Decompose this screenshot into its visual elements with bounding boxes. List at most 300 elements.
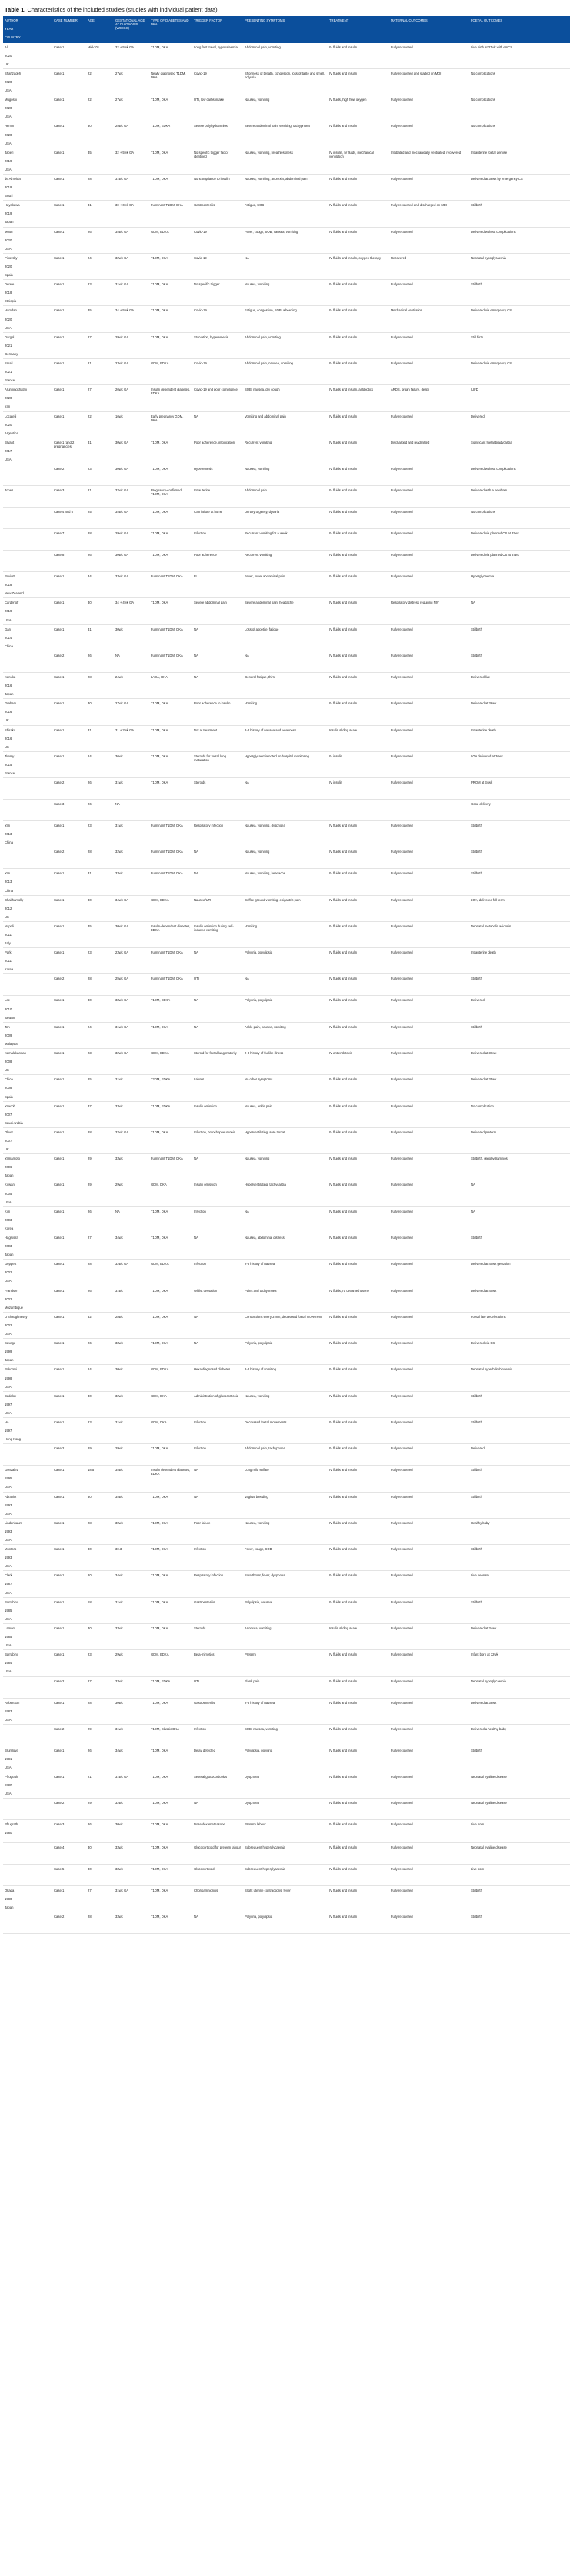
maternal-outcome-cell: Fully recovered xyxy=(389,1180,469,1206)
study-year: 1993 xyxy=(5,1556,12,1560)
study-country: UK xyxy=(5,1068,9,1073)
trigger-factor-cell: Steroids for foetal lung maturation xyxy=(192,751,243,777)
author-name: Pfrugrath xyxy=(5,1822,18,1827)
study-year: 2008 xyxy=(5,1060,12,1064)
symptoms-cell: Nausea, vomiting, anorexia, abdominal pain xyxy=(243,175,328,201)
author-name: Yan xyxy=(5,824,11,828)
table-row xyxy=(3,572,570,598)
foetal-outcome-cell: No complication xyxy=(469,1101,570,1127)
gestational-age-cell: 31wk GA xyxy=(114,1022,149,1048)
symptoms-cell: Vomiting and abdominal pain xyxy=(243,411,328,438)
author-cell xyxy=(3,1698,52,1724)
case-number-cell: Case 2 xyxy=(52,1912,86,1933)
treatment-cell: IV fluids and insulin xyxy=(328,438,389,464)
case-number-cell: Case 1 xyxy=(52,1885,86,1912)
foetal-outcome-cell: Good delivery xyxy=(469,800,570,821)
table-row xyxy=(3,1101,570,1127)
author-name: Chakhamolly xyxy=(5,897,24,902)
header-author-label: AUTHOR xyxy=(5,18,18,22)
author-cell xyxy=(3,921,52,947)
author-cell xyxy=(3,529,52,551)
case-number-cell: Case 1 xyxy=(52,1492,86,1518)
author-name: Ali xyxy=(5,45,8,49)
gestational-age-cell: 32wk GA xyxy=(114,1127,149,1153)
maternal-outcome-cell: Fully recovered xyxy=(389,280,469,306)
study-year: 1985 xyxy=(5,1608,12,1612)
age-cell: 30 xyxy=(86,1864,114,1885)
gestational-age-cell: 30wk GA xyxy=(114,921,149,947)
gestational-age-cell: 24wk xyxy=(114,672,149,698)
table-caption xyxy=(5,6,567,13)
table-row xyxy=(3,996,570,1022)
author-cell xyxy=(3,1049,52,1075)
treatment-cell: IV fluids and insulin xyxy=(328,332,389,358)
study-year: 2015 xyxy=(5,762,12,767)
trigger-factor-cell: Poor adherence xyxy=(192,551,243,572)
study-country: USA xyxy=(5,1332,12,1336)
treatment-cell: IV fluids and insulin xyxy=(328,1444,389,1466)
case-number-cell: Case 1 xyxy=(52,948,86,974)
age-cell: 23 xyxy=(86,464,114,486)
study-year: 2020 xyxy=(5,422,12,427)
author-name: Kamalakannan xyxy=(5,1051,26,1056)
maternal-outcome-cell: Fully recovered xyxy=(389,1312,469,1338)
treatment-cell: IV fluids and insulin xyxy=(328,1650,389,1676)
foetal-outcome-cell: Stillbirth xyxy=(469,1912,570,1933)
case-number-cell: Case 1 xyxy=(52,672,86,698)
gestational-age-cell: 33wk xyxy=(114,1864,149,1885)
symptoms-cell: Dyspnoea xyxy=(243,1772,328,1799)
study-year: 2010 xyxy=(5,1007,12,1011)
age-cell: 28 xyxy=(86,1518,114,1544)
foetal-outcome-cell: Neonatal hyaline disease xyxy=(469,1772,570,1799)
author-name: Yamamoto xyxy=(5,1157,20,1161)
study-year: 1980 xyxy=(5,1831,12,1835)
trigger-factor-cell: NA xyxy=(192,1492,243,1518)
treatment-cell: IV fluids and insulin xyxy=(328,1022,389,1048)
treatment-cell: IV fluids and insulin xyxy=(328,1339,389,1365)
study-year: 2013 xyxy=(5,880,12,884)
author-cell xyxy=(3,1417,52,1443)
age-cell: 37 xyxy=(86,1101,114,1127)
maternal-outcome-cell: Fully recovered xyxy=(389,486,469,508)
gestational-age-cell: 32wk GA xyxy=(114,486,149,508)
author-name: Pikovsky xyxy=(5,255,18,260)
author-name: Bryant xyxy=(5,440,15,444)
author-cell xyxy=(3,486,52,508)
trigger-factor-cell: Covid-19 xyxy=(192,358,243,384)
age-cell: 29 xyxy=(86,1154,114,1180)
diabetes-type-cell: T1DM, DKA xyxy=(149,306,192,332)
maternal-outcome-cell: Fully recovered xyxy=(389,1127,469,1153)
age-cell: 23 xyxy=(86,821,114,847)
trigger-factor-cell: Infection xyxy=(192,1444,243,1466)
table-row xyxy=(3,227,570,253)
diabetes-type-cell: GDM, EDKA xyxy=(149,1260,192,1286)
author-cell xyxy=(3,508,52,529)
trigger-factor-cell: No specific trigger factor identified xyxy=(192,148,243,174)
diabetes-type-cell: T1DM, DKA xyxy=(149,464,192,486)
trigger-factor-cell: Long fast travel, hypokalaemia xyxy=(192,43,243,69)
trigger-factor-cell: Not at treatment xyxy=(192,725,243,751)
case-number-cell: Case 1 (and 2 pregnancies) xyxy=(52,438,86,464)
author-name: Kenuka xyxy=(5,674,16,679)
author-name: Kim xyxy=(5,1209,11,1213)
trigger-factor-cell: NA xyxy=(192,651,243,672)
case-number-cell: Case 1 xyxy=(52,1518,86,1544)
table-row xyxy=(3,1864,570,1885)
study-year: 2019 xyxy=(5,211,12,216)
author-cell xyxy=(3,1571,52,1597)
diabetes-type-cell: T1DM, DKA xyxy=(149,1623,192,1649)
diabetes-type-cell: Insulin-dependent diabetes, EDKA xyxy=(149,921,192,947)
table-row xyxy=(3,529,570,551)
symptoms-cell: Nausea, vomiting xyxy=(243,464,328,486)
table-row xyxy=(3,385,570,411)
table-row xyxy=(3,1075,570,1101)
table-row xyxy=(3,1391,570,1417)
age-cell: Mid-20s xyxy=(86,43,114,69)
author-cell xyxy=(3,43,52,69)
study-year: 2006 xyxy=(5,1165,12,1170)
symptoms-cell: NA xyxy=(243,651,328,672)
study-year: 2021 xyxy=(5,370,12,374)
symptoms-cell: Contractions every 3 min, decreased foetal movement xyxy=(243,1312,328,1338)
trigger-factor-cell: Covid-19 xyxy=(192,227,243,253)
header-trigger-factor: TRIGGER FACTOR xyxy=(192,16,243,43)
treatment-cell: IV fluids and insulin xyxy=(328,821,389,847)
gestational-age-cell: 31wk xyxy=(114,821,149,847)
trigger-factor-cell: NA xyxy=(192,411,243,438)
symptoms-cell: 2-3 history of vomiting xyxy=(243,1365,328,1391)
study-year: 2020 xyxy=(5,396,12,401)
case-number-cell: Case 1 xyxy=(52,821,86,847)
diabetes-type-cell: T1DM, DKA xyxy=(149,551,192,572)
treatment-cell xyxy=(328,800,389,821)
maternal-outcome-cell: Fully recovered xyxy=(389,121,469,148)
author-name: Lamora xyxy=(5,1626,16,1630)
case-number-cell: Case 1 xyxy=(52,95,86,121)
gestational-age-cell: 34wk xyxy=(114,1746,149,1772)
age-cell: 30 xyxy=(86,1492,114,1518)
study-year: 2013 xyxy=(5,832,12,837)
foetal-outcome-cell: Stillbirth xyxy=(469,651,570,672)
author-name: Hamdan xyxy=(5,308,17,313)
treatment-cell: IV fluids and insulin xyxy=(328,572,389,598)
age-cell: 24 xyxy=(86,751,114,777)
case-number-cell: Case 2 xyxy=(52,847,86,869)
treatment-cell: IV fluids and insulin xyxy=(328,1365,389,1391)
study-year: 2020 xyxy=(5,53,12,58)
author-cell xyxy=(3,1391,52,1417)
author-cell xyxy=(3,1022,52,1048)
treatment-cell: IV fluids and insulin xyxy=(328,672,389,698)
case-number-cell: Case 1 xyxy=(52,751,86,777)
author-cell xyxy=(3,1650,52,1676)
study-year: 2009 xyxy=(5,1033,12,1037)
age-cell: 29 xyxy=(86,1444,114,1466)
trigger-factor-cell: Infection xyxy=(192,1206,243,1233)
foetal-outcome-cell: Live birth at 37wk with emCS xyxy=(469,43,570,69)
maternal-outcome-cell: Fully recovered xyxy=(389,1518,469,1544)
author-cell xyxy=(3,1492,52,1518)
trigger-factor-cell: NA xyxy=(192,847,243,869)
study-year: 2020 xyxy=(5,132,12,137)
study-year: 2020 xyxy=(5,264,12,268)
maternal-outcome-cell: Fully recovered xyxy=(389,411,469,438)
table-row xyxy=(3,1180,570,1206)
author-cell xyxy=(3,1075,52,1101)
treatment-cell: IV fluids and insulin xyxy=(328,486,389,508)
trigger-factor-cell: Delay detected xyxy=(192,1746,243,1772)
age-cell: 28 xyxy=(86,1912,114,1933)
table-row xyxy=(3,751,570,777)
age-cell: 31 xyxy=(86,869,114,895)
study-year: 2002 xyxy=(5,1323,12,1327)
gestational-age-cell: 33wk xyxy=(114,1101,149,1127)
foetal-outcome-cell: Delivered xyxy=(469,411,570,438)
age-cell: 26 xyxy=(86,227,114,253)
table-row xyxy=(3,253,570,279)
symptoms-cell: 2-3 history of nausea and weakness xyxy=(243,725,328,751)
symptoms-cell: Nausea, vomiting xyxy=(243,1154,328,1180)
author-name: O'Shaughnessy xyxy=(5,1314,28,1319)
age-cell: 28 xyxy=(86,529,114,551)
author-name: Arunningkhatmi xyxy=(5,388,28,392)
table-row xyxy=(3,1518,570,1544)
study-year: 2020 xyxy=(5,317,12,321)
age-cell: 26 xyxy=(86,1339,114,1365)
trigger-factor-cell xyxy=(192,800,243,821)
case-number-cell: Case 1 xyxy=(52,121,86,148)
foetal-outcome-cell: No complications xyxy=(469,121,570,148)
study-year: 1984 xyxy=(5,1661,12,1666)
study-year: 2020 xyxy=(5,79,12,84)
gestational-age-cell: 28wk xyxy=(114,1312,149,1338)
author-name: Savage xyxy=(5,1341,16,1346)
trigger-factor-cell: NA xyxy=(192,1154,243,1180)
table-row xyxy=(3,1154,570,1180)
study-country: USA xyxy=(5,88,12,93)
gestational-age-cell: 33wk GA xyxy=(114,572,149,598)
treatment-cell: IV fluids and insulin xyxy=(328,598,389,624)
maternal-outcome-cell: Fully recovered xyxy=(389,1820,469,1842)
gestational-age-cell: 33wk xyxy=(114,1623,149,1649)
symptoms-cell: SOB, nausea, vomiting xyxy=(243,1724,328,1746)
maternal-outcome-cell: Fully recovered xyxy=(389,1339,469,1365)
symptoms-cell: Subsequent hyperglycaemia xyxy=(243,1864,328,1885)
age-cell: 30 xyxy=(86,996,114,1022)
study-country: USA xyxy=(5,1564,12,1569)
gestational-age-cell: 34wk xyxy=(114,1571,149,1597)
trigger-factor-cell: FLI xyxy=(192,572,243,598)
foetal-outcome-cell: Stillbirth xyxy=(469,847,570,869)
maternal-outcome-cell: Discharged and readmitted xyxy=(389,438,469,464)
maternal-outcome-cell: Fully recovered xyxy=(389,1842,469,1864)
case-number-cell: Case 1 xyxy=(52,1049,86,1075)
study-year: 2003 xyxy=(5,1244,12,1249)
foetal-outcome-cell: Stillbirth xyxy=(469,1466,570,1492)
author-cell xyxy=(3,438,52,464)
age-cell: 31 xyxy=(86,201,114,227)
case-number-cell: Case 2 xyxy=(52,1444,86,1466)
age-cell: 28 xyxy=(86,672,114,698)
treatment-cell: IV fluids and insulin xyxy=(328,1545,389,1571)
table-row xyxy=(3,1676,570,1698)
study-country: USA xyxy=(5,1485,12,1489)
maternal-outcome-cell: Fully recovered xyxy=(389,1545,469,1571)
trigger-factor-cell: NA xyxy=(192,1233,243,1260)
gestational-age-cell: 32wk GA xyxy=(114,1260,149,1286)
foetal-outcome-cell: Delivered xyxy=(469,996,570,1022)
symptoms-cell: Lung mild sulfate xyxy=(243,1466,328,1492)
treatment-cell: IV fluids and insulin xyxy=(328,1820,389,1842)
case-number-cell: Case 2 xyxy=(52,1676,86,1698)
author-name: de Almeida xyxy=(5,177,21,181)
case-number-cell: Case 1 xyxy=(52,895,86,921)
author-cell xyxy=(3,253,52,279)
treatment-cell: IV fluids and insulin xyxy=(328,508,389,529)
trigger-factor-cell: Steroid for foetal lung maturity xyxy=(192,1049,243,1075)
diabetes-type-cell: T1DM, DKA xyxy=(149,508,192,529)
diabetes-type-cell: Newly diagnosed T1DM, DKA xyxy=(149,68,192,95)
treatment-cell: Insulin sliding scale xyxy=(328,1623,389,1649)
author-cell xyxy=(3,1912,52,1933)
trigger-factor-cell: Respiratory infection xyxy=(192,1571,243,1597)
author-name: Shahzadeh xyxy=(5,71,22,75)
maternal-outcome-cell: Mechanical ventilation xyxy=(389,306,469,332)
symptoms-cell: Fatigue, congestion, SOB, wheezing xyxy=(243,306,328,332)
header-diabetes-type: TYPE OF DIABETES AND DKA xyxy=(149,16,192,43)
study-country: Brazil xyxy=(5,194,13,198)
gestational-age-cell: 27wk GA xyxy=(114,699,149,725)
study-year: 1981 xyxy=(5,1756,12,1761)
diabetes-type-cell: T2DM, EDKA xyxy=(149,1075,192,1101)
gestational-age-cell: 34 + 5wk GA xyxy=(114,306,149,332)
author-cell xyxy=(3,1127,52,1153)
author-name: Bedalov xyxy=(5,1393,17,1398)
treatment-cell: IV fluids and insulin, oxygen therapy xyxy=(328,253,389,279)
maternal-outcome-cell: Fully recovered xyxy=(389,1623,469,1649)
maternal-outcome-cell: Fully recovered xyxy=(389,332,469,358)
age-cell: 28 xyxy=(86,847,114,869)
treatment-cell: IV insulin, IV fluids, mechanical ventilation xyxy=(328,148,389,174)
maternal-outcome-cell: Fully recovered xyxy=(389,1260,469,1286)
treatment-cell: IV fluids and insulin xyxy=(328,651,389,672)
author-name: Oliver xyxy=(5,1130,13,1134)
study-country: Japan xyxy=(5,692,14,697)
author-name: Robertson xyxy=(5,1700,20,1705)
author-name: Moon xyxy=(5,229,13,234)
author-cell xyxy=(3,1286,52,1312)
diabetes-type-cell: T1DM, DKA xyxy=(149,43,192,69)
gestational-age-cell: 33wk xyxy=(114,1339,149,1365)
trigger-factor-cell: NA xyxy=(192,1466,243,1492)
table-row xyxy=(3,699,570,725)
author-cell xyxy=(3,95,52,121)
gestational-age-cell: 32wk GA xyxy=(114,1049,149,1075)
diabetes-type-cell: GDM, EDKA xyxy=(149,1650,192,1676)
age-cell: 26 xyxy=(86,551,114,572)
study-country: Japan xyxy=(5,1905,14,1909)
table-row xyxy=(3,1623,570,1649)
diabetes-type-cell: GDM, EDKA xyxy=(149,227,192,253)
treatment-cell: IV fluids and insulin xyxy=(328,1571,389,1597)
age-cell: 22 xyxy=(86,95,114,121)
age-cell: 27 xyxy=(86,385,114,411)
maternal-outcome-cell: Fully recovered xyxy=(389,1492,469,1518)
foetal-outcome-cell: Delivered a healthy baby xyxy=(469,1724,570,1746)
header-author xyxy=(3,16,52,43)
treatment-cell: IV fluids and insulin xyxy=(328,1912,389,1933)
foetal-outcome-cell: Delivered xyxy=(469,1444,570,1466)
table-row xyxy=(3,1233,570,1260)
author-name: Yan xyxy=(5,871,11,876)
symptoms-cell: Abdominal pain, nausea, vomiting xyxy=(243,358,328,384)
maternal-outcome-cell: Fully recovered xyxy=(389,1772,469,1799)
author-name: Graham xyxy=(5,701,17,706)
foetal-outcome-cell: Delivered at 36wk xyxy=(469,699,570,725)
author-name: Hagiwara xyxy=(5,1236,18,1240)
gestational-age-cell: 33wk xyxy=(114,1842,149,1864)
study-year: 2011 xyxy=(5,959,12,964)
age-cell: 35 xyxy=(86,306,114,332)
gestational-age-cell: 23wk GA xyxy=(114,358,149,384)
study-country: China xyxy=(5,840,13,845)
author-cell xyxy=(3,751,52,777)
maternal-outcome-cell: ARDS, organ failure, death xyxy=(389,385,469,411)
maternal-outcome-cell: Fully recovered xyxy=(389,175,469,201)
trigger-factor-cell: Infection xyxy=(192,1545,243,1571)
treatment-cell: IV fluids and insulin xyxy=(328,1518,389,1544)
study-country: Ethiopia xyxy=(5,299,17,304)
diabetes-type-cell: LADA, DKA xyxy=(149,672,192,698)
gestational-age-cell: 34wk xyxy=(114,1492,149,1518)
treatment-cell: IV fluids and insulin xyxy=(328,1233,389,1260)
age-cell: 30 xyxy=(86,1842,114,1864)
diabetes-type-cell: T1DM, DKA xyxy=(149,1206,192,1233)
treatment-cell: IV fluids and insulin xyxy=(328,1075,389,1101)
trigger-factor-cell: Steroids xyxy=(192,778,243,800)
author-cell xyxy=(3,306,52,332)
diabetes-type-cell: Fulminant T1DM, DKA xyxy=(149,201,192,227)
author-cell xyxy=(3,464,52,486)
maternal-outcome-cell: Fully recovered xyxy=(389,699,469,725)
diabetes-type-cell: T1DM, EDKA xyxy=(149,121,192,148)
table-row xyxy=(3,598,570,624)
diabetes-type-cell: Fulminant T1DM, DKA xyxy=(149,651,192,672)
foetal-outcome-cell: Delivered via planned CS at 37wk xyxy=(469,551,570,572)
author-cell xyxy=(3,821,52,847)
study-country: Taiwan xyxy=(5,1015,15,1020)
table-row xyxy=(3,121,570,148)
age-cell: 34 xyxy=(86,572,114,598)
table-row xyxy=(3,948,570,974)
diabetes-type-cell: Insulin dependent diabetes, EDKA xyxy=(149,1466,192,1492)
gestational-age-cell: NA xyxy=(114,651,149,672)
case-number-cell: Case 8 xyxy=(52,551,86,572)
case-number-cell: Case 1 xyxy=(52,332,86,358)
gestational-age-cell: 31wk xyxy=(114,1075,149,1101)
maternal-outcome-cell: Fully recovered xyxy=(389,1597,469,1623)
age-cell: 35 xyxy=(86,921,114,947)
symptoms-cell: Fever, lower abdominal pain xyxy=(243,572,328,598)
header-presenting-symptoms: PRESENTING SYMPTOMS xyxy=(243,16,328,43)
foetal-outcome-cell: Intrauterine death xyxy=(469,948,570,974)
foetal-outcome-cell: NA xyxy=(469,1206,570,1233)
age-cell: 28 xyxy=(86,1127,114,1153)
foetal-outcome-cell: Stillbirth xyxy=(469,869,570,895)
